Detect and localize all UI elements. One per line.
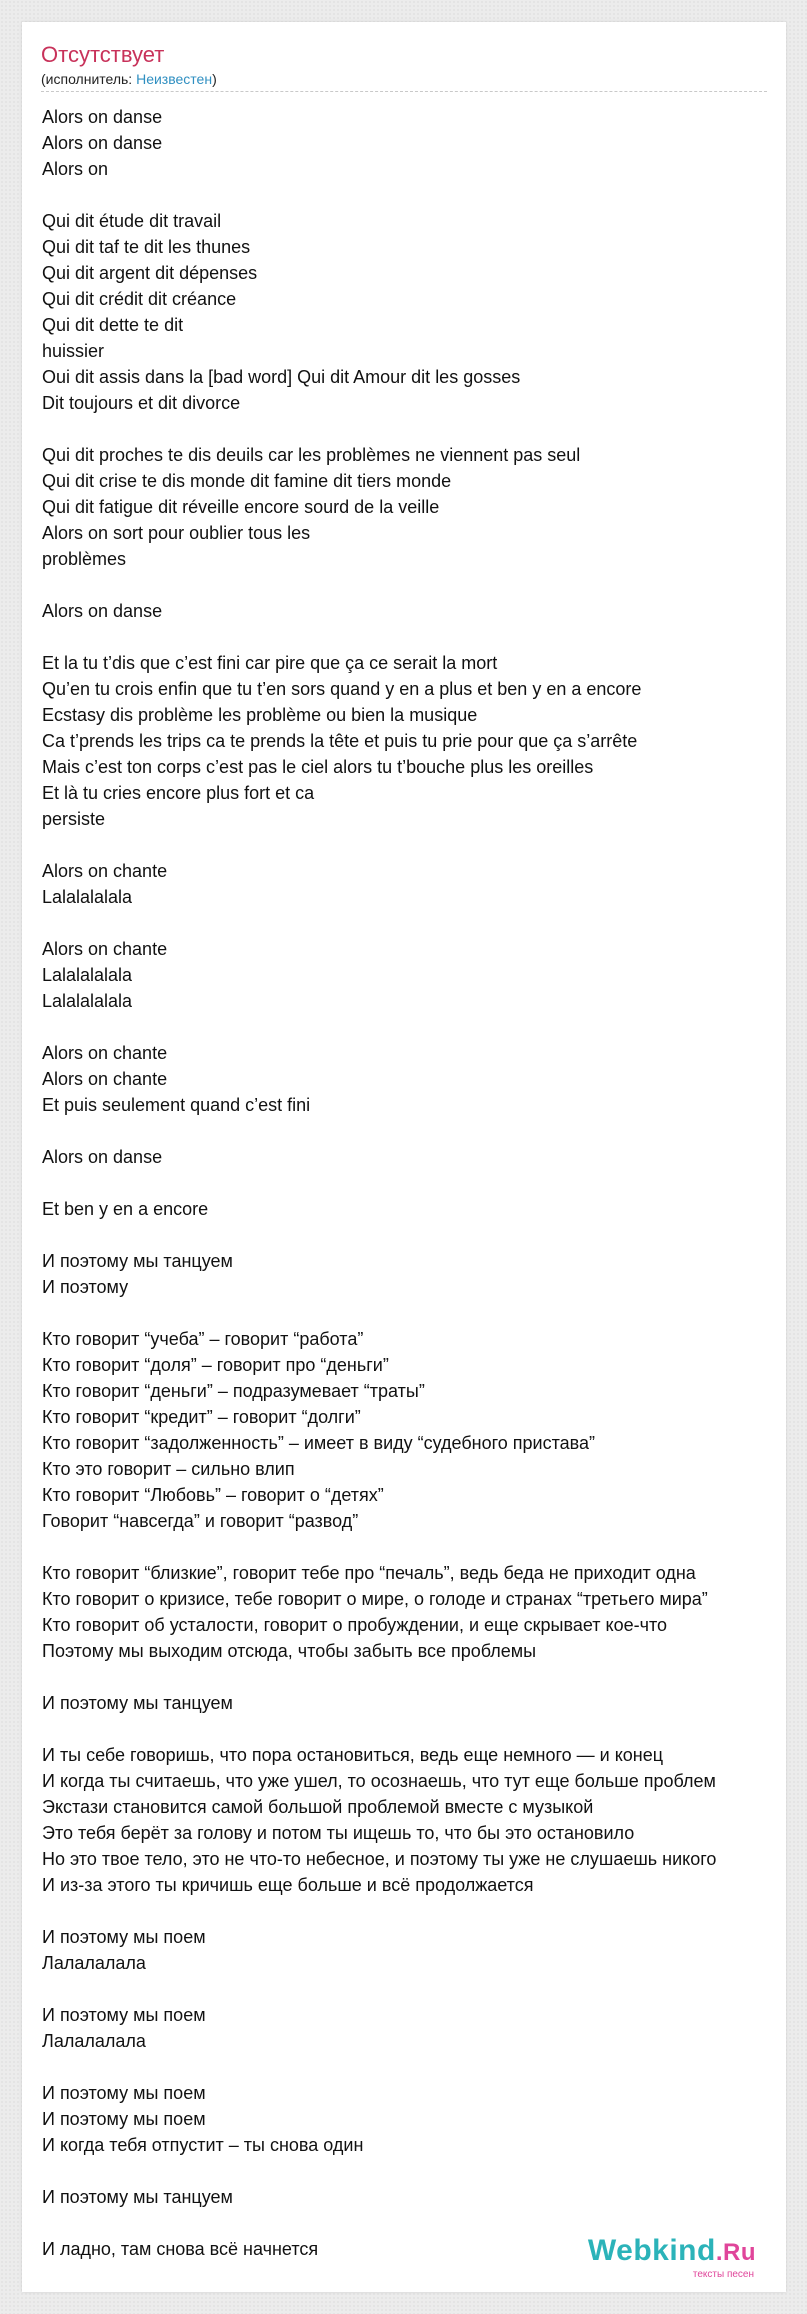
lyrics-line: Alors on chante bbox=[42, 1043, 168, 1063]
lyrics-gap bbox=[42, 572, 786, 598]
lyrics-line: Qu’en tu crois enfin que tu t’en sors quand y en a plus et ben y en a encore bbox=[42, 679, 642, 699]
lyrics-line: Lalalalalala bbox=[42, 991, 133, 1011]
divider bbox=[41, 91, 767, 92]
lyrics-line: И поэтому мы танцуем bbox=[42, 2187, 233, 2207]
lyrics-line: Qui dit crédit dit créance bbox=[42, 289, 237, 309]
lyrics-text bbox=[42, 104, 786, 2262]
lyrics-line: Alors on chante bbox=[42, 1069, 168, 1089]
lyrics-line: Qui dit fatigue dit réveille encore sourd de la veille bbox=[42, 497, 440, 517]
lyrics-line: Говорит “навсегда” и говорит “развод” bbox=[42, 1511, 359, 1531]
lyrics-line: Кто говорит “задолженность” – имеет в виду “судебного пристава” bbox=[42, 1433, 596, 1453]
lyrics-line: Qui dit dette te dit bbox=[42, 315, 184, 335]
lyrics-line: Qui dit argent dit dépenses bbox=[42, 263, 258, 283]
lyrics-line: И когда ты считаешь, что уже ушел, то осознаешь, что тут еще больше проблем bbox=[42, 1771, 716, 1791]
lyrics-line: Кто говорит “близкие”, говорит тебе про “печаль”, ведь беда не приходит одна bbox=[42, 1563, 696, 1583]
logo-tld: .Ru bbox=[715, 2239, 756, 2266]
lyrics-card bbox=[22, 22, 786, 2292]
logo-name: Webkind bbox=[587, 2234, 716, 2267]
lyrics-line: Поэтому мы выходим отсюда, чтобы забыть все проблемы bbox=[42, 1641, 537, 1661]
lyrics-line: Ca t’prends les trips ca te prends la tête et puis tu prie pour que ça s’arrête bbox=[42, 731, 638, 751]
lyrics-line: Ecstasy dis problème les problème ou bien la musique bbox=[42, 705, 478, 725]
artist-link[interactable]: Неизвестен bbox=[136, 71, 213, 87]
lyrics-gap bbox=[42, 1534, 786, 1560]
lyrics-line: Лалалалала bbox=[42, 1953, 146, 1973]
lyrics-gap bbox=[42, 1898, 786, 1924]
lyrics-gap bbox=[42, 1716, 786, 1742]
lyrics-line: Alors on danse bbox=[42, 107, 163, 127]
lyrics-line: И из-за этого ты кричишь еще больше и всё продолжается bbox=[42, 1875, 534, 1895]
lyrics-line: Кто говорит “кредит” – говорит “долги” bbox=[42, 1407, 361, 1427]
lyrics-line: Qui dit crise te dis monde dit famine dit tiers monde bbox=[42, 471, 452, 491]
logo-tagline: тексты песен bbox=[692, 2269, 754, 2280]
lyrics-line: Et la tu t’dis que c’est fini car pire que ça ce serait la mort bbox=[42, 653, 498, 673]
lyrics-gap bbox=[42, 1170, 786, 1196]
lyrics-gap bbox=[42, 624, 786, 650]
lyrics-gap bbox=[42, 1118, 786, 1144]
lyrics-gap bbox=[42, 1664, 786, 1690]
lyrics-line: Alors on chante bbox=[42, 861, 168, 881]
lyrics-line: Alors on bbox=[42, 159, 109, 179]
lyrics-line: problèmes bbox=[42, 549, 127, 569]
lyrics-gap bbox=[42, 2158, 786, 2184]
lyrics-line: И поэтому bbox=[42, 1277, 129, 1297]
artist-prefix: (исполнитель: bbox=[41, 71, 137, 87]
lyrics-line: И поэтому мы поем bbox=[42, 1927, 206, 1947]
lyrics-line: Alors on chante bbox=[42, 939, 168, 959]
lyrics-line: Кто говорит о кризисе, тебе говорит о мире, о голоде и странах “третьего мира” bbox=[42, 1589, 708, 1609]
artist-suffix: ) bbox=[212, 71, 217, 87]
lyrics-line: Лалалалала bbox=[42, 2031, 146, 2051]
lyrics-line: Кто говорит “учеба” – говорит “работа” bbox=[42, 1329, 364, 1349]
lyrics-gap bbox=[42, 1222, 786, 1248]
lyrics-line: И поэтому мы танцуем bbox=[42, 1693, 233, 1713]
lyrics-line: huissier bbox=[42, 341, 105, 361]
lyrics-line: Alors on sort pour oublier tous les bbox=[42, 523, 311, 543]
song-meta bbox=[41, 70, 217, 88]
lyrics-line: И когда тебя отпустит – ты снова один bbox=[42, 2135, 364, 2155]
song-title: Отсутствует bbox=[41, 42, 165, 67]
lyrics-line: И поэтому мы поем bbox=[42, 2005, 206, 2025]
lyrics-line: Но это твое тело, это не что-то небесное, и поэтому ты уже не слушаешь никого bbox=[42, 1849, 717, 1869]
lyrics-line: Dit toujours et dit divorce bbox=[42, 393, 241, 413]
lyrics-line: Lalalalalala bbox=[42, 965, 133, 985]
lyrics-line: И ладно, там снова всё начнется bbox=[42, 2239, 319, 2259]
lyrics-line: Кто говорит об усталости, говорит о пробуждении, и еще скрывает кое-что bbox=[42, 1615, 668, 1635]
lyrics-line: Et ben y en a encore bbox=[42, 1199, 209, 1219]
lyrics-line: И поэтому мы поем bbox=[42, 2109, 206, 2129]
lyrics-line: Это тебя берёт за голову и потом ты ищешь то, что бы это остановило bbox=[42, 1823, 635, 1843]
lyrics-line: И ты себе говоришь, что пора остановиться, ведь еще немного — и конец bbox=[42, 1745, 664, 1765]
lyrics-line: Qui dit proches te dis deuils car les problèmes ne viennent pas seul bbox=[42, 445, 581, 465]
lyrics-line: Qui dit taf te dit les thunes bbox=[42, 237, 251, 257]
lyrics-line: Alors on danse bbox=[42, 1147, 163, 1167]
lyrics-line: Mais c’est ton corps c’est pas le ciel alors tu t’bouche plus les oreilles bbox=[42, 757, 594, 777]
lyrics-line: Qui dit étude dit travail bbox=[42, 211, 222, 231]
lyrics-line: Oui dit assis dans la [bad word] Qui dit Amour dit les gosses bbox=[42, 367, 521, 387]
lyrics-line: Кто говорит “Любовь” – говорит о “детях” bbox=[42, 1485, 384, 1505]
lyrics-line: Кто говорит “деньги” – подразумевает “траты” bbox=[42, 1381, 425, 1401]
lyrics-line: persiste bbox=[42, 809, 106, 829]
webkind-logo[interactable] bbox=[588, 2235, 756, 2280]
lyrics-gap bbox=[42, 832, 786, 858]
lyrics-gap bbox=[42, 1014, 786, 1040]
lyrics-line: Et puis seulement quand c’est fini bbox=[42, 1095, 311, 1115]
lyrics-line: Экстази становится самой большой проблемой вместе с музыкой bbox=[42, 1797, 594, 1817]
lyrics-line: И поэтому мы поем bbox=[42, 2083, 206, 2103]
lyrics-line: Кто это говорит – сильно влип bbox=[42, 1459, 295, 1479]
logo-brand bbox=[588, 2235, 756, 2269]
lyrics-line: Lalalalalala bbox=[42, 887, 133, 907]
lyrics-gap bbox=[42, 2054, 786, 2080]
lyrics-line: Кто говорит “доля” – говорит про “деньги” bbox=[42, 1355, 389, 1375]
lyrics-gap bbox=[42, 2210, 786, 2236]
lyrics-line: И поэтому мы танцуем bbox=[42, 1251, 233, 1271]
lyrics-gap bbox=[42, 182, 786, 208]
lyrics-line: Alors on danse bbox=[42, 601, 163, 621]
lyrics-line: Alors on danse bbox=[42, 133, 163, 153]
lyrics-line: Et là tu cries encore plus fort et ca bbox=[42, 783, 315, 803]
lyrics-gap bbox=[42, 1300, 786, 1326]
lyrics-gap bbox=[42, 910, 786, 936]
lyrics-gap bbox=[42, 416, 786, 442]
lyrics-gap bbox=[42, 1976, 786, 2002]
